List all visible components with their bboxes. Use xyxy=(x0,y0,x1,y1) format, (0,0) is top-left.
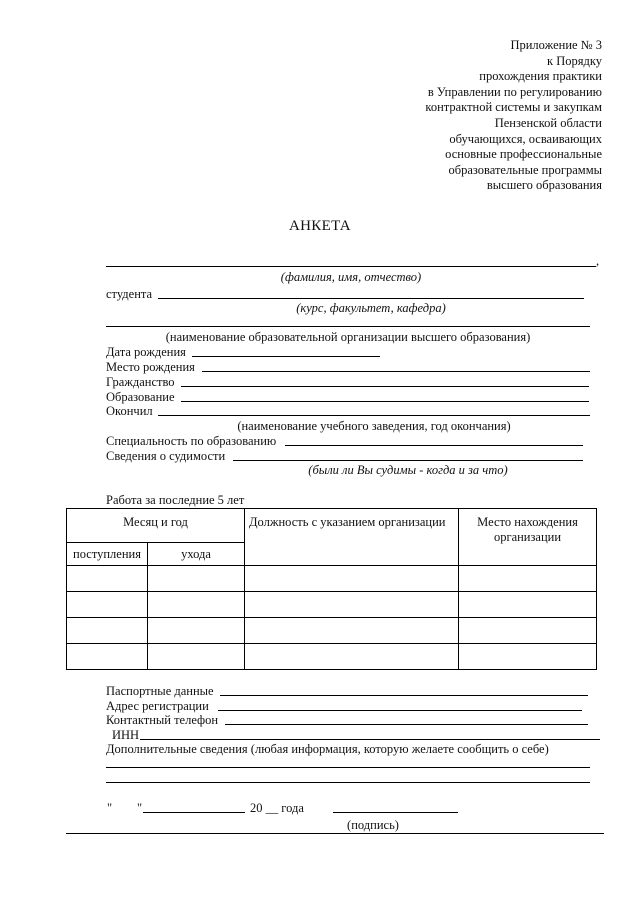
position-header: Должность с указанием организации xyxy=(245,509,459,566)
citizenship-field[interactable] xyxy=(181,386,589,387)
appendix-line: основные профессиональные xyxy=(445,147,602,162)
table-cell[interactable] xyxy=(148,644,245,670)
table-cell[interactable] xyxy=(245,592,459,618)
birth-place-label: Место рождения xyxy=(106,360,195,374)
month-year-header: Месяц и год xyxy=(67,509,245,543)
table-cell[interactable] xyxy=(67,592,148,618)
specialty-field[interactable] xyxy=(285,445,583,446)
education-field[interactable] xyxy=(181,401,589,402)
phone-label: Контактный телефон xyxy=(106,713,219,727)
work-history-title: Работа за последние 5 лет xyxy=(106,493,245,507)
table-cell[interactable] xyxy=(148,618,245,644)
location-header xyxy=(459,509,597,566)
appendix-line: Приложение № 3 xyxy=(510,38,602,52)
student-label: студента xyxy=(106,287,153,301)
inn-field[interactable] xyxy=(140,739,600,740)
date-quote-close: " xyxy=(137,801,143,815)
table-cell[interactable] xyxy=(245,566,459,592)
table-row xyxy=(67,592,597,618)
phone-field[interactable] xyxy=(225,724,588,725)
passport-label: Паспортные данные xyxy=(106,684,214,698)
conviction-hint: (были ли Вы судимы - когда и за что) xyxy=(308,463,508,477)
bottom-divider xyxy=(66,833,604,834)
table-row xyxy=(67,644,597,670)
course-hint: (курс, факультет, кафедра) xyxy=(296,301,446,315)
birth-place-field[interactable] xyxy=(202,371,590,372)
appendix-line: прохождения практики xyxy=(479,69,602,84)
page-title: АНКЕТА xyxy=(289,218,351,234)
table-cell[interactable] xyxy=(67,644,148,670)
graduated-label: Окончил xyxy=(106,404,153,418)
location-header-line2: организации xyxy=(493,530,562,544)
start-date-header: поступления xyxy=(67,543,148,566)
student-field[interactable] xyxy=(158,298,584,299)
table-cell[interactable] xyxy=(148,566,245,592)
address-label: Адрес регистрации xyxy=(106,699,209,713)
table-cell[interactable] xyxy=(459,592,597,618)
appendix-line: образовательные программы xyxy=(448,162,602,177)
passport-field[interactable] xyxy=(220,695,588,696)
conviction-label: Сведения о судимости xyxy=(106,449,226,463)
additional-field-1[interactable] xyxy=(106,767,590,768)
signature-field[interactable] xyxy=(333,812,458,813)
appendix-line: высшего образования xyxy=(486,178,602,193)
table-cell[interactable] xyxy=(67,618,148,644)
name-field-end: , xyxy=(596,254,600,268)
appendix-line: к Порядку xyxy=(547,53,602,68)
appendix-line: в Управлении по регулированию xyxy=(427,84,602,99)
table-cell[interactable] xyxy=(245,644,459,670)
school-hint: (наименование учебного заведения, год окончания) xyxy=(237,419,511,433)
table-row xyxy=(67,566,597,592)
end-date-header: ухода xyxy=(148,543,245,566)
appendix-line: Пензенской области xyxy=(494,115,602,130)
date-month-field[interactable] xyxy=(143,812,245,813)
name-field[interactable] xyxy=(106,266,596,267)
additional-label: Дополнительные сведения (любая информация, которую желаете сообщить о себе) xyxy=(106,742,549,756)
table-cell[interactable] xyxy=(459,618,597,644)
date-year: 20 __ года xyxy=(250,801,304,815)
appendix-line: обучающихся, осваивающих xyxy=(449,131,602,146)
signature-hint: (подпись) xyxy=(347,818,399,832)
graduated-field[interactable] xyxy=(158,415,590,416)
table-cell[interactable] xyxy=(245,618,459,644)
table-cell[interactable] xyxy=(148,592,245,618)
date-quote-open: " xyxy=(107,801,113,815)
appendix-header xyxy=(380,38,602,194)
organization-field[interactable] xyxy=(106,326,590,327)
table-cell[interactable] xyxy=(67,566,148,592)
birth-date-field[interactable] xyxy=(192,356,380,357)
table-cell[interactable] xyxy=(459,566,597,592)
specialty-label: Специальность по образованию xyxy=(106,434,277,448)
citizenship-label: Гражданство xyxy=(106,375,175,389)
education-label: Образование xyxy=(106,390,175,404)
conviction-field[interactable] xyxy=(233,460,583,461)
birth-date-label: Дата рождения xyxy=(106,345,186,359)
organization-hint: (наименование образовательной организации высшего образования) xyxy=(165,330,531,344)
name-hint: (фамилия, имя, отчество) xyxy=(280,270,422,284)
inn-label: ИНН xyxy=(112,728,140,742)
address-field[interactable] xyxy=(218,710,582,711)
work-history-table xyxy=(66,508,597,670)
additional-field-2[interactable] xyxy=(106,782,590,783)
table-cell[interactable] xyxy=(459,644,597,670)
table-row xyxy=(67,618,597,644)
location-header-line1: Место нахождения xyxy=(477,515,578,529)
appendix-line: контрактной системы и закупкам xyxy=(425,100,602,115)
